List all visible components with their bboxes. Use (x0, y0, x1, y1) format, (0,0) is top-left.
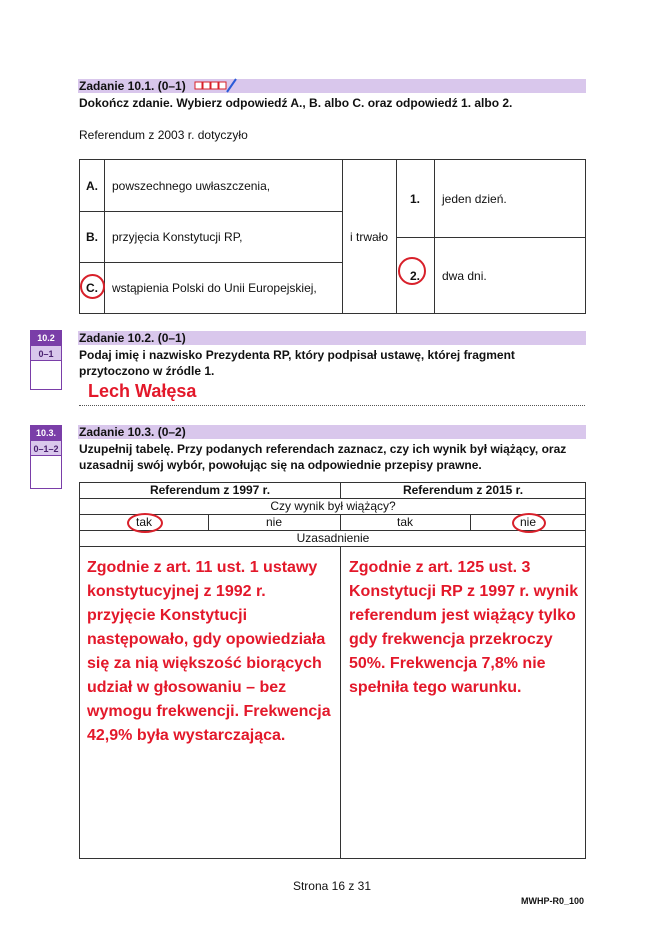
answer-circle-1997-tak (127, 513, 163, 533)
score-number: 10.3. (31, 426, 61, 440)
option-a-text: powszechnego uwłaszczenia, (112, 178, 271, 193)
column-header-1997: Referendum z 1997 r. (149, 483, 271, 497)
choice-1997-tak: tak (135, 515, 152, 529)
task-10-3-instruction: Uzupełnij tabelę. Przy podanych referendach zaznacz, czy ich wynik był wiążący, oraz uzasadnij swój wybór, powołując się na odpowiednie przepisy prawne. (79, 442, 567, 472)
option-c-letter: C. (86, 281, 98, 295)
task-10-3-answer-1997: Zgodnie z art. 11 ust. 1 ustawy konstytucyjnej z 1992 r. przyjęcie Konstytucji następowało, gdy opowiedziała się za nią większość biorących udział w głosowaniu – bez wymogu frekwencji. Frekwencja 42,9% była wystarczająca. (87, 559, 331, 744)
task-10-3-title: Zadanie 10.3. (0–2) (79, 425, 186, 439)
column-header-2015: Referendum z 2015 r. (402, 483, 524, 497)
task-10-2-answer: Lech Wałęsa (88, 381, 197, 401)
question-row: Czy wynik był wiążący? (270, 499, 396, 513)
option-b-letter: B. (86, 229, 98, 244)
answer-circle-c (80, 274, 105, 299)
score-number: 10.2 (31, 331, 61, 345)
exam-code: MWHP-R0_100 (520, 896, 584, 906)
duration-2-text: dwa dni. (442, 268, 487, 283)
choice-1997-nie: nie (265, 515, 282, 529)
choice-2015-tak: tak (396, 515, 413, 529)
task-10-3-answer-2015: Zgodnie z art. 125 ust. 3 Konstytucji RP z 1997 r. wynik referendum jest wiążący tylko gdy frekwencja przekroczy 50%. Frekwencja 7,8% nie spełniła tego warunku. (349, 559, 579, 696)
task-10-1-table (79, 159, 586, 314)
task-10-1-title: Zadanie 10.1. (0–1) (79, 79, 186, 93)
option-a-letter: A. (86, 178, 98, 193)
page-number: Strona 16 z 31 (292, 879, 372, 893)
grading-pencil-icon (194, 78, 238, 94)
task-10-1-stem: Referendum z 2003 r. dotyczyło (79, 128, 248, 142)
score-points: 0–1–2 (31, 440, 61, 456)
middle-text: i trwało (349, 230, 388, 244)
duration-2-num: 2. (409, 268, 420, 283)
option-b-text: przyjęcia Konstytucji RP, (112, 229, 243, 244)
answer-circle-2015-nie (512, 513, 546, 533)
task-10-2-title: Zadanie 10.2. (0–1) (79, 331, 186, 345)
task-10-2-instruction: Podaj imię i nazwisko Prezydenta RP, który podpisał ustawę, której fragment przytoczono w źródle 1. (79, 348, 515, 378)
score-points: 0–1 (31, 345, 61, 361)
answer-circle-2 (398, 257, 426, 285)
score-box-10-3 (30, 425, 62, 489)
duration-1-text: jeden dzień. (442, 191, 507, 206)
option-c-text: wstąpienia Polski do Unii Europejskiej, (112, 281, 317, 295)
score-box-10-2 (30, 330, 62, 390)
answer-line (79, 405, 585, 406)
justification-header: Uzasadnienie (296, 531, 370, 545)
choice-2015-nie: nie (519, 515, 536, 529)
duration-1-num: 1. (409, 191, 420, 206)
task-10-1-instruction: Dokończ zdanie. Wybierz odpowiedź A., B. albo C. oraz odpowiedź 1. albo 2. (79, 96, 513, 110)
